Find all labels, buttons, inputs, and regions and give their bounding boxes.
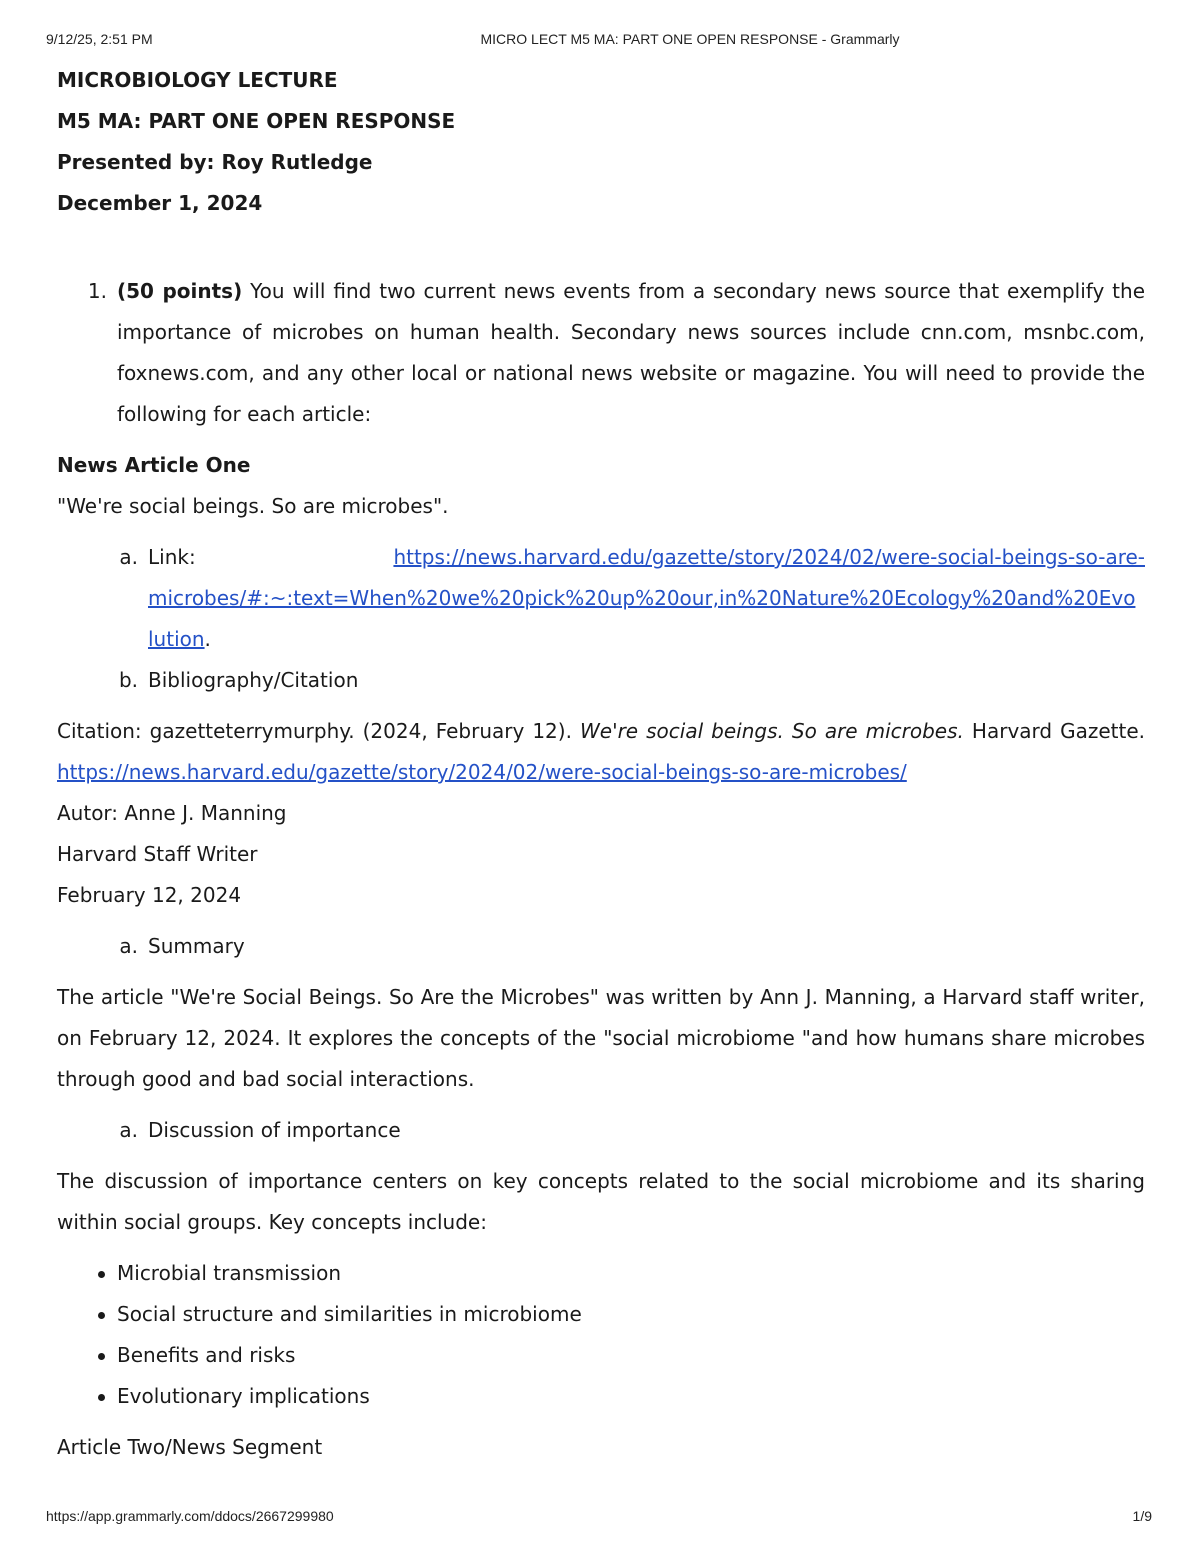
article-two-heading: Article Two/News Segment — [57, 1435, 323, 1459]
list-item: Microbial transmission — [57, 1253, 1145, 1294]
author-role: Harvard Staff Writer — [57, 842, 258, 866]
print-datetime: 9/12/25, 2:51 PM — [46, 31, 153, 47]
author-line: Autor: Anne J. Manning — [57, 801, 287, 825]
link-item — [57, 537, 1145, 660]
list-item: Benefits and risks — [57, 1335, 1145, 1376]
discussion-item — [57, 1110, 1145, 1151]
article-one-quote: "We're social beings. So are microbes". — [57, 494, 449, 518]
document-body — [57, 60, 1145, 1468]
list-marker: a. — [119, 1118, 138, 1142]
question-item — [57, 271, 1145, 435]
article-link-line-3[interactable]: lution — [148, 627, 205, 651]
citation-prefix: Citation: gazetteterrymurphy. (2024, February 12). — [57, 719, 572, 743]
bibliography-label: Bibliography/Citation — [148, 668, 359, 692]
summary-label: Summary — [148, 934, 245, 958]
citation — [57, 711, 1145, 793]
course-title: MICROBIOLOGY LECTURE — [57, 68, 338, 92]
page-number: 1/9 — [1132, 1508, 1152, 1524]
assignment-title: M5 MA: PART ONE OPEN RESPONSE — [57, 109, 456, 133]
key-concepts-list — [57, 1253, 1145, 1417]
article-link-line-2[interactable]: microbes/#:~:text=When%20we%20pick%20up%20our,in%20Nature%20Ecology%20and%20Evo — [148, 586, 1136, 610]
list-marker: a. — [119, 545, 138, 569]
print-url: https://app.grammarly.com/ddocs/2667299980 — [46, 1508, 334, 1524]
discussion-label: Discussion of importance — [148, 1118, 401, 1142]
list-item: Social structure and similarities in microbiome — [57, 1294, 1145, 1335]
question-body: You will find two current news events from a secondary news source that exemplify the importance of microbes on human health. Secondary news sources include cnn.com, msnbc.com, foxnews.com, and any other local or national news website or magazine. You will need to provide the following for each article: — [117, 279, 1145, 426]
discussion-text: The discussion of importance centers on key concepts related to the social microbiome and its sharing within social groups. Key concepts include: — [57, 1169, 1145, 1234]
citation-title: We're social beings. So are microbes. — [579, 719, 964, 743]
link-label: Link: — [148, 545, 196, 569]
bibliography-item — [57, 660, 1145, 701]
article-date: February 12, 2024 — [57, 883, 242, 907]
print-doc-title: MICRO LECT M5 MA: PART ONE OPEN RESPONSE - Grammarly — [480, 31, 900, 47]
article-link-line-1[interactable]: https://news.harvard.edu/gazette/story/2024/02/were-social-beings-so-are- — [393, 545, 1145, 569]
presenter-line: Presented by: Roy Rutledge — [57, 150, 373, 174]
summary-text: The article "We're Social Beings. So Are the Microbes" was written by Ann J. Manning, a Harvard staff writer, on February 12, 2024. It explores the concepts of the "social microbiome "and how humans share microbes through good and bad social interactions. — [57, 985, 1145, 1091]
article-one-heading: News Article One — [57, 453, 251, 477]
summary-item — [57, 926, 1145, 967]
question-number: 1. — [87, 279, 107, 303]
citation-suffix: Harvard Gazette. — [971, 719, 1146, 743]
list-marker: b. — [118, 668, 138, 692]
question-points: (50 points) — [117, 279, 243, 303]
list-marker: a. — [119, 934, 138, 958]
citation-link[interactable]: https://news.harvard.edu/gazette/story/2024/02/were-social-beings-so-are-microbes/ — [57, 760, 907, 784]
document-date: December 1, 2024 — [57, 191, 263, 215]
question-text — [117, 271, 1145, 435]
link-period: . — [204, 627, 211, 651]
list-item: Evolutionary implications — [57, 1376, 1145, 1417]
